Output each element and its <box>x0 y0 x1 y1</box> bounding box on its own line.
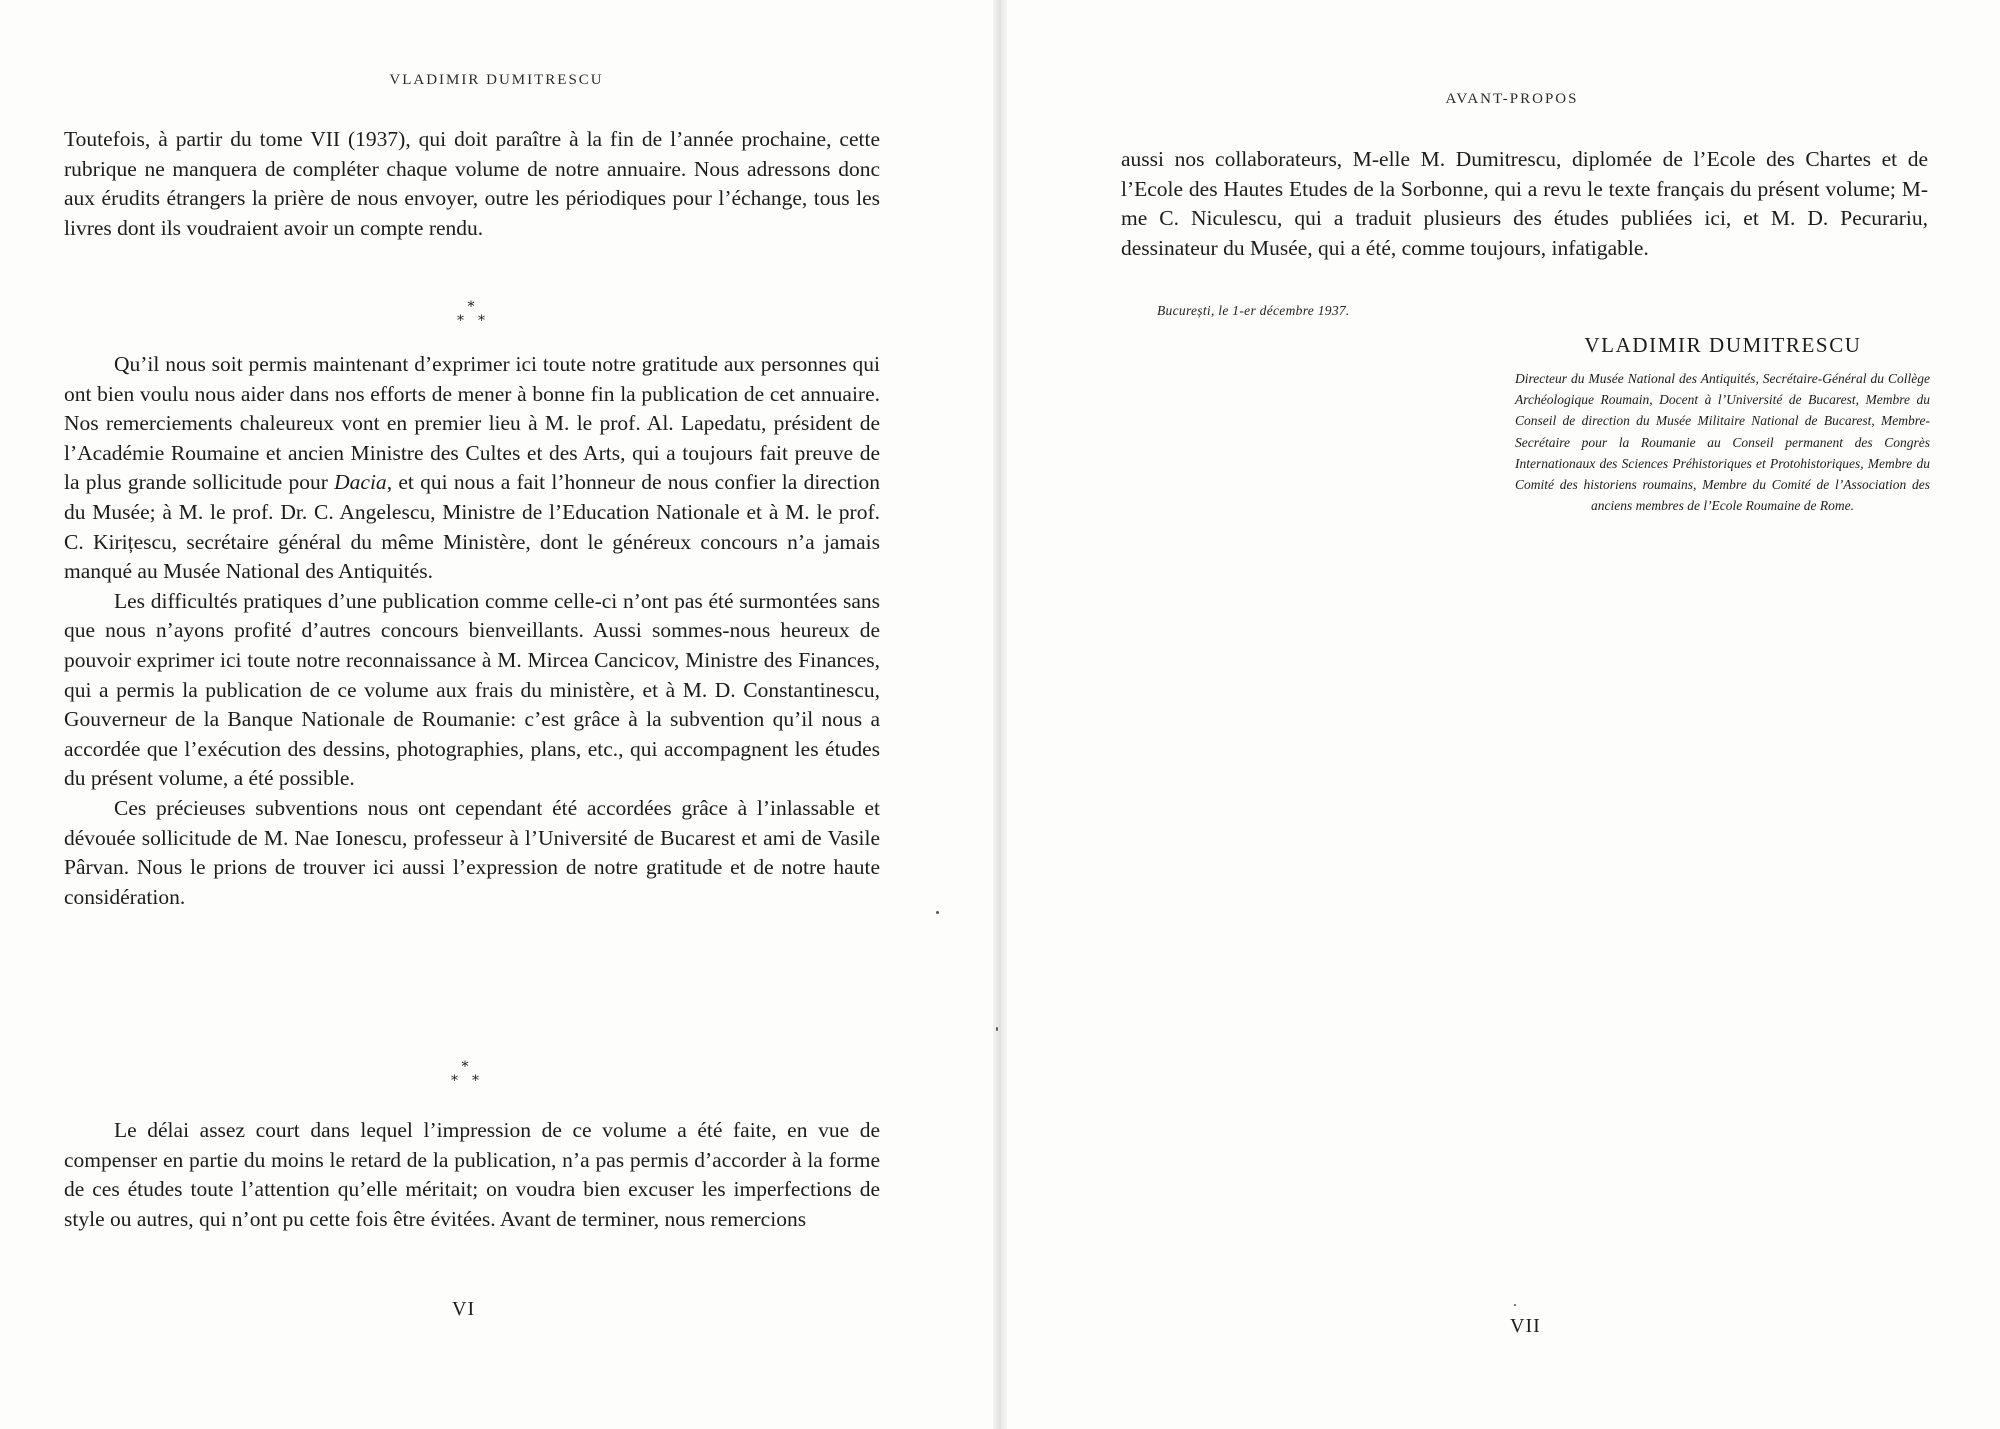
paragraph-difficulties: Les difficultés pratiques d’une publication comme celle-ci n’ont pas été surmontées sans que nous n’ayons profité d’autres concours bienveillants. Aussi sommes-nous heureux de pouvoir exprimer ici toute notre reconnaissance à M. Mircea Cancicov, Ministre des Finances, qui a permis la publication de ce volume aux frais du ministère, et à M. D. Constantinescu, Gouverneur de la Banque Nationale de Roumanie: c’est grâce à la subvention qu’il nous a accordée que l’exécution des dessins, photographies, plans, etc., qui accompagnent les études du présent volume, a été possible. <box>64 588 880 791</box>
asterisk-top: * <box>467 299 475 315</box>
paragraph-text: Le délai assez court dans lequel l’impression de ce volume a été faite, en vue de compenser en partie du moins le retard de la publication, n’a pas permis d’accorder à la forme de ces études toute l’attention qu’elle méritait; on voudra bien excuser les imperfections de style ou autres, qui n’ont pu cette fois être évitées. Avant de terminer, nous remercions <box>64 1118 880 1231</box>
print-speck <box>1514 1304 1516 1306</box>
running-head-right: AVANT-PROPOS <box>1445 91 1579 107</box>
left-page <box>0 0 993 1429</box>
asterisk-bottom: ** <box>457 313 499 329</box>
left-paragraph-1 <box>64 125 880 243</box>
page-number-right: VII <box>1510 1315 1541 1337</box>
dateline: București, le 1-er décembre 1937. <box>1157 303 1350 318</box>
paragraph-text: Qu’il nous soit permis maintenant d’exprimer ici toute notre gratitude aux personnes qui ont bien voulu nous aider dans nos efforts de mener à bonne fin la publication de cet annuaire. Nos remerciements chaleureux vont en premier lieu à M. le prof. Al. Lapedatu, président de l’Académie Roumaine et ancien Ministre des Cultes et des Arts, qui a toujours fait preuve de la plus grande sollicitude pour <box>64 352 880 495</box>
paragraph-gratitude <box>64 350 880 587</box>
paragraph-text: Toutefois, à partir du tome VII (1937), qui doit paraître à la fin de l’année prochaine, cette rubrique ne manquera de compléter chaque volume de notre annuaire. Nous adressons donc aux érudits étrangers la prière de nous envoyer, outre les périodiques pour l’échange, tous les livres dont ils voudraient avoir un compte rendu. <box>64 127 880 240</box>
book-gutter <box>993 0 1007 1429</box>
left-paragraphs-2-4 <box>64 350 880 912</box>
right-paragraph-1 <box>1121 145 1928 263</box>
print-speck <box>936 911 939 914</box>
section-separator-1 <box>441 300 501 328</box>
signature-titles: Directeur du Musée National des Antiquités, Secrétaire-Général du Collège Archéologique Roumain, Docent à l’Université de Bucarest, Membre du Conseil de direction du Musée Militaire National de Bucarest, Membre-Secrétaire pour la Roumanie au Conseil permanent des Congrès Internationaux des Sciences Préhistoriques et Protohistoriques, Membre du Comité des historiens roumains, Membre du Comité de l’Association des anciens membres de l’Ecole Roumaine de Rome. <box>1515 371 1930 514</box>
print-speck <box>996 1027 998 1031</box>
left-paragraph-5 <box>64 1116 880 1234</box>
paragraph-subventions: Ces précieuses subventions nous ont cependant été accordées grâce à l’inlassable et dévouée sollicitude de M. Nae Ionescu, professeur à l’Université de Bucarest et ami de Vasile Pârvan. Nous le prions de trouver ici aussi l’expression de notre gratitude et de notre haute considération. <box>64 795 880 909</box>
right-page <box>1007 0 2000 1429</box>
section-separator-2 <box>435 1060 495 1088</box>
paragraph-text: , et qui nous a fait l’honneur de nous confier la direction du Musée; à M. le prof. Dr. C. Angelescu, Ministre de l’Education Nationale et à M. le prof. C. Kirițescu, secrétaire général du même Ministère, dont le généreux concours n’a jamais manqué au Musée National des Antiquités. <box>64 470 881 584</box>
page-number-left: VI <box>452 1298 476 1320</box>
running-head-left: VLADIMIR DUMITRESCU <box>389 72 604 88</box>
asterisk-bottom: ** <box>451 1073 493 1089</box>
asterisk-top: * <box>461 1059 469 1075</box>
signature-name: VLADIMIR DUMITRESCU <box>1584 333 1862 357</box>
paragraph-text: aussi nos collaborateurs, M-elle M. Dumitrescu, diplomée de l’Ecole des Chartes et de l’Ecole des Hautes Etudes de la Sorbonne, qui a revu le texte français du présent volume; M-me C. Niculescu, qui a traduit plusieurs des études publiées ici, et M. D. Pecurariu, dessinateur du Musée, qui a été, comme toujours, infatigable. <box>1121 147 1928 260</box>
journal-title: Dacia <box>334 470 387 495</box>
